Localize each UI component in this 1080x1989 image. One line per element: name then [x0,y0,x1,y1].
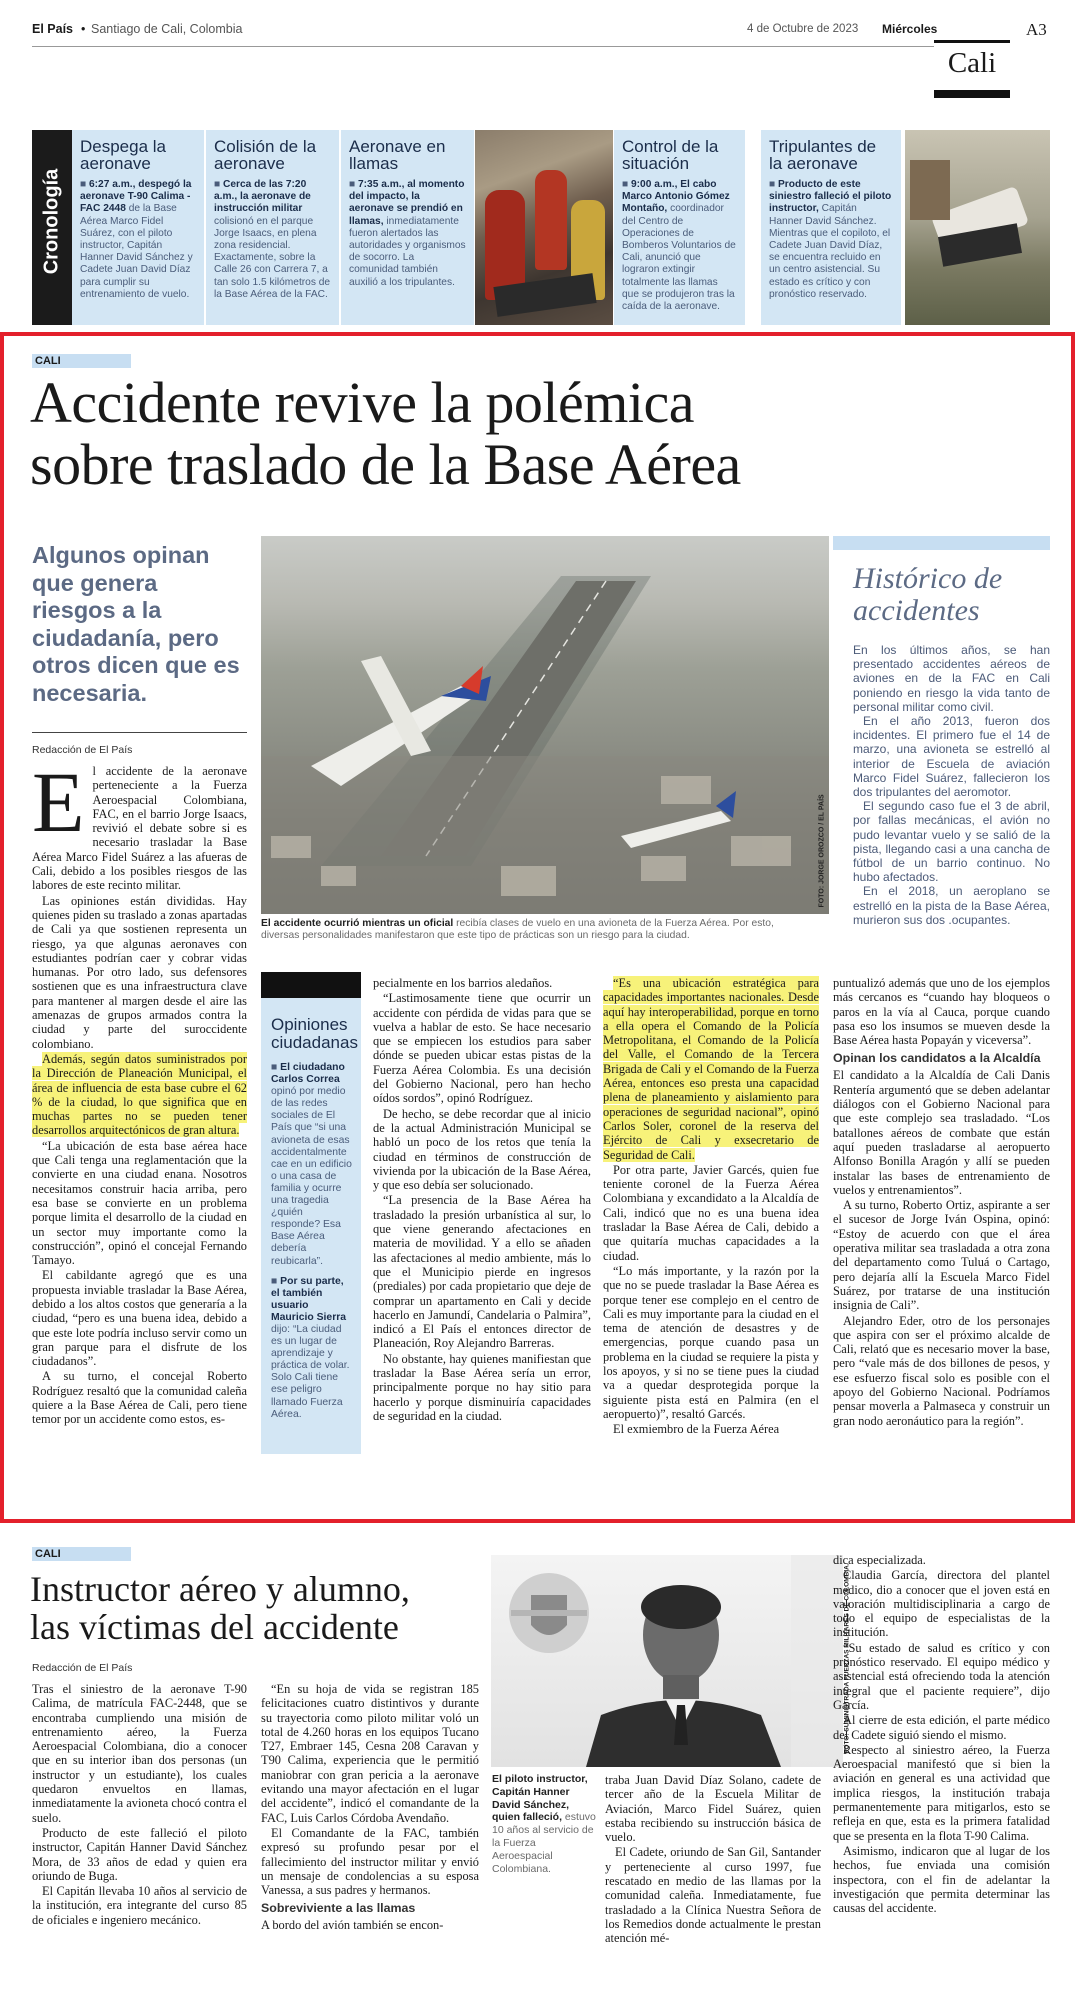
paragraph: Al cierre de esta edición, el parte médico del Cadete siguió siendo el mismo. [833,1713,1050,1742]
opinions-box [261,972,361,1454]
opinion-item [271,1062,353,1268]
headline-line: Accidente revive la polémica [30,370,694,435]
highlighted-text: “Es una ubicación estratégica para capacidades importantes nacionales. Desde aquí hay interoperabilidad, porque en torno a ella opera el Comando de la Policía Metropolitana, el Comando de la Policía del Valle, el Comando de la Tercera Brigada de Cali y el Comando de la Fuerza Aérea, entonces eso presta una capacidad plena de planeamiento y aislamiento para operaciones de seguridad nacional”, opinó Carlos Soler, coronel de la reserva del Ejército de Cali y exsecretario de Seguridad de Cali. [603,976,819,1162]
aerial-photo [261,536,829,914]
wreckage-photo [905,130,1050,325]
subhead: Opinan los candidatos a la Alcaldía [833,1051,1041,1066]
article-column-3 [373,976,591,1424]
section-label: CALI [32,354,131,368]
chronology-body: de la Base Aérea Marco Fidel Suárez, con el piloto instructor, Capitán Hanner David Sánchez y Cadete Juan David Díaz para cumplir su entrenamiento de vuelo. [80,203,193,300]
paragraph [32,1052,247,1138]
caption-body: recibía clases de vuelo en una avioneta de la Fuerza Aérea. Por esto, diversas personalidades manifestaron que este tipo de prácticas son un riesgo para la ciudad. [261,918,774,942]
history-paragraph: En el año 2013, fueron dos incidentes. El primero fue el 14 de marzo, una avioneta se estrelló al interior de Escuela de aviación Marco Fidel Suárez, fallecieron los dos tripulantes del aeromotor. [853,714,1050,800]
paragraph [603,976,819,1162]
opinion-lead: Por su parte, el también usuario Mauricio Sierra [271,1275,347,1323]
paragraph: Las opiniones están divididas. Hay quienes piden su traslado a zonas apartadas de Cali ya que sostienen representa un riesgo, ya que algunas aeronaves con estudiantes podrían caer y cobrar vidas humanas. Por otro lado, sus defensores sostienen que es una infraestructura clave para mantener al margen desde el aire las amenazas de grupos armados contra la ciudad y parte del suroccidente colombiano. [32,893,247,1051]
paragraph: Producto de este falleció el piloto instructor, Capitán Hanner David Sánchez Mora, de 33 años de edad y quien era oriundo de Buga. [32,1825,247,1883]
second-column-5 [833,1553,1050,1916]
photo-credit: FOTO: SUMINISTRADA FUERZAS MILITARES DE COLOMBIA. [843,1563,851,1754]
dropcap: E [32,754,85,850]
chronology-body: coordinador del Centro de Operaciones de Bomberos Voluntarios de Cali, anunció que lograron extingir totalmente las llamas que se produjeron tras la caída de la aeronave. [622,203,736,313]
portrait-caption [492,1773,596,1875]
paragraph: A bordo del avión también se encon- [261,1918,444,1933]
paragraph: El Cadete, oriundo de San Gil, Santander y perteneciente al curso 1997, fue rescatado en medio de las llamas por la comunidad caleña. Inmediatamente, fue trasladado a la Clínica Nuestra Señora de los Remedios donde actualmente le prestan atención mé- [605,1845,821,1946]
chronology-lead: 6:27 a.m., despegó la aeronave T-90 Calima - FAC 2448 [80,179,192,215]
chronology-body: Capitán Hanner David Sánchez. Mientras que el copiloto, el Cadete Juan David Díaz, se encuentra recluido en un centro asistencial. Su estado es crítico y con pronóstico reservado. [769,203,891,300]
masthead [32,22,1052,62]
bullet: ■ [349,179,358,190]
chronology-item [72,130,204,325]
headline-line: Instructor aéreo y alumno, [30,1569,410,1609]
paragraph: Alejandro Eder, otro de los personajes que aspira con ser el próximo alcalde de Cali, relató que es necesario mover la base, pero “vale más de dos billones de pesos, y ese esfuerzo fiscal solo es posible con el apoyo del Gobierno Nacional. Podríamos pensar moverla a Palmaseca y construir un gran nodo aeronáutico para la región”. [833,1313,1050,1428]
chronology-item [761,130,901,325]
chronology-label-bar [32,130,72,325]
paragraph: Tras el siniestro de la aeronave T-90 Calima, de matrícula FAC-2448, que se encontraba cumpliendo una misión de entrenamiento aéreo, la Fuerza Aeroespacial Colombiana, dio a conocer que en su interior iban dos personas (un instructor y un estudiante), los cuales quedaron envueltos en llamas, inmediatamente la avioneta chocó contra el suelo. [32,1682,248,1825]
history-paragraph: En el 2018, un aeroplano se estrelló en la pista de la Base Aérea, murieron sus dos .ocupantes. [853,884,1050,927]
deck: Algunos opinan que genera riesgos a la ciudadanía, pero otros dicen que es necesaria. [32,542,240,706]
photo-caption [261,918,806,943]
chronology-title: Aeronave en llamas [349,137,446,173]
section-tab-label: Cali [947,47,997,79]
paragraph: “En su hoja de vida se registran 185 felicitaciones cuatro distintivos y durante su trayectoria como piloto militar voló un total de 4.260 horas en los equipos Tucano T27, Embraer 145, Cesna 208 Caravan y T90 Calima, experiencia que le permitió maniobrar con gran pericia a la aeronave evitando una mayor afectación en el lugar del accidente”, indicó el comandante de la FAC, Luis Carlos Córdoba Avendaño. [261,1682,479,1825]
article-column-1 [32,754,247,1428]
deck-rule [32,732,247,733]
chronology-title: Despega la aeronave [80,137,167,173]
bullet: ■ [80,179,89,190]
opinions-top-bar [261,972,361,998]
caption-body: estuvo 10 años al servicio de la Fuerza Aeroespacial Colombiana. [492,1811,596,1875]
paragraph: El exmiembro de la Fuerza Aérea [613,1422,780,1437]
subhead: Sobreviviente a las llamas [261,1901,416,1916]
history-body [833,643,1050,927]
chronology-lead: 9:00 a.m., El cabo Marco Antonio Gómez Montaño, [622,179,730,215]
emblem-icon [509,1573,589,1653]
history-paragraph: En los últimos años, se han presentado accidentes aéreos de aviones en de la FAC en Cali poniendo en riesgo la vida tanto de personal militar como civil. [853,643,1050,714]
chronology-item [341,130,474,325]
paragraph: “Su estado de salud es crítico y con pronóstico reservado. El equipo médico y asistencial está ofreciendo toda la atención integral que el paciente requiere”, dijo García. [833,1640,1050,1712]
chronology-title: Tripulantes de la aeronave [769,137,877,173]
bullet: ■ [214,179,223,190]
chronology-title: Colisión de la aeronave [214,137,317,173]
chronology-item [614,130,745,325]
paragraph: l accidente de la aeronave perteneciente a la Fuerza Aeroespacial Colombiana, FAC, en el barrio Jorge Isaacs, revivió el debate sobre si es necesario trasladar la Base Aérea Marco Fidel Suárez a las afueras de Cali, debido a los posibles riesgos de las labores de este recinto militar. [32,764,247,893]
pilot-figure [586,1585,781,1767]
paragraph: Claudia García, directora del plantel médico, dio a conocer que el joven está en valoración multidisciplinaria a cargo de todo el equipo de especialistas de la institución. [833,1568,1050,1640]
article-column-5 [833,976,1050,1429]
paragraph: Asimismo, indicaron que al lugar de los hechos, fue enviada una comisión inspectora, con el fin de adelantar la investigación que permita determinar las causas del accidente. [833,1843,1050,1916]
page-number: A3 [1026,20,1047,39]
chronology-label: Cronología [40,168,63,275]
paragraph: traba Juan David Díaz Solano, cadete de tercer año de la Escuela Militar de Aviación, Marco Fidel Suárez, quien estaba recibiendo su instrucción básica de vuelo. [605,1773,821,1845]
aerial-scene [261,536,829,914]
history-sidebar [833,536,1050,927]
brand: El País [32,22,73,36]
paragraph: “Lastimosamente tiene que ocurrir un accidente con pérdida de vidas para que se vuelva a hablar de esto. Se hace necesario que se empiecen los estudios para saber dónde se pueden ubicar estas pistas de la Fuerza Aérea Colombia. Es una decisión del Gobierno Nacional, pero han hecho oídos sordos”, opinó Rodríguez. [373,991,591,1106]
second-headline [30,1570,490,1646]
byline: Redacción de El País [32,744,133,756]
caption-lead: El accidente ocurrió mientras un oficial [261,918,454,929]
chronology-body: inmediatamente fueron alertados las autoridades y organismos de socorro. La comunidad también auxilió a los tripulantes. [349,215,466,288]
second-column-2 [261,1682,479,1934]
paragraph: dica especializada. [833,1553,926,1567]
chronology-body: colisionó en el parque Jorge Isaacs, en plena zona residencial. Exactamente, sobre la Calle 26 con Carrera 7, a tan solo 1.5 kilómetros de la Base Aérea de la FAC. [214,215,331,300]
chronology-lead: Producto de este siniestro falleció el piloto instructor, [769,179,892,215]
paragraph: Por otra parte, Javier Garcés, quien fue teniente coronel de la Fuerza Aérea Colombiana y excandidato a la Alcaldía de Cali, indicó que no es una buena idea trasladar la Base Aérea de Cali, debido a que quitaría muchas capacidades a la ciudad. [603,1162,819,1263]
opinion-lead: El ciudadano Carlos Correa [271,1062,345,1086]
paragraph: El Capitán llevaba 10 años al servicio de la institución, era integrante del curso 85 de oficiales e ingeniero mecánico. [32,1884,247,1927]
masthead-weekday: Miércoles [882,22,938,36]
portrait-scene [491,1555,843,1767]
opinion-body: dijo: “La ciudad es un lugar de aprendizaje y práctica de volar. Solo Cali tiene ese peligro llamado Fuerza Aérea. [271,1323,350,1420]
headline-line: las víctimas del accidente [30,1607,399,1647]
paragraph: El cabildante agregó que es una propuesta inviable trasladar la Base Aérea, debido a los altos costos que generaría a la ciudad, “pero es una buena idea, debido a que este lote podría incluso servir como un gran parque para el disfrute de los ciudadanos”. [32,1268,247,1369]
history-tab [833,536,1050,550]
headline-line: sobre traslado de la Base Aérea [30,432,741,497]
paragraph: puntualizó además que uno de los ejemplos más cercanos es “cuando hay bloqueos o paros en la vía al Cauca, porque cuando pasa eso los insumos se mueven desde la Base Aérea hasta Popayán y viceversa”. [833,976,1050,1048]
section-tab [934,40,1010,98]
paragraph: Respecto al siniestro aéreo, la Fuerza Aeroespacial manifestó que si bien la aviación en general es una actividad que implica riesgos, la institución trabaja permanentemente para mitigarlos, esto se refleja en que, esta es la primera fatalidad que se presenta en la flota T-90 Calima. [833,1742,1050,1843]
second-column-4 [605,1773,821,1947]
bullet: ■ [271,1275,281,1287]
article-column-4 [603,976,819,1438]
chronology-lead: Cerca de las 7:20 a.m., la aeronave de instrucción militar [214,179,311,215]
photo-credit: FOTO: JORGE OROZCO / EL PAÍS [818,794,826,908]
byline: Redacción de El País [32,1662,133,1674]
masthead-location: Santiago de Cali, Colombia [91,22,243,36]
opinion-item [271,1276,353,1421]
paragraph: A su turno, Roberto Ortiz, aspirante a ser el sucesor de Jorge Iván Ospina, opinó: “Estoy de acuerdo con que el área operativa militar sea trasladada a otra zona del departamento como Tuluá o Cartago, pero dejaría allí la Escuela Marco Fidel Suárez, por tratarse de una institución insignia de Cali”. [833,1198,1050,1313]
chronology-item [206,130,339,325]
paragraph: A su turno, el concejal Roberto Rodríguez resaltó que la comunidad caleña quiere a la Base Aérea de Cali, pero tiene temor por un accidente como estos, es- [32,1369,247,1427]
pilot-portrait [491,1555,851,1767]
history-paragraph: El segundo caso fue el 3 de abril, por fallas mecánicas, el avión no pudo levantar vuelo y se salió de la pista, llegando casi a una cancha de fútbol de un barrio continuo. No hubo afectados. [853,799,1050,885]
caption-lead: El piloto instructor, Capitán Hanner David Sánchez, quien falleció, [492,1773,588,1824]
masthead-date: 4 de Octubre de 2023 [747,23,859,35]
chronology-title: Control de la situación [622,137,719,173]
bullet: ■ [769,179,778,190]
paragraph: No obstante, hay quienes manifiestan que trasladar la Base Aérea sería un error, principalmente porque no hay sitio para hacerlo y porque disminuiría capacidades de seguridad en la ciudad. [373,1351,591,1423]
fire-rescue-photo [475,130,613,325]
second-column-1 [32,1682,247,1928]
bullet: ■ [622,179,631,190]
paragraph: De hecho, se debe recordar que al inicio de la actual Administración Municipal se habló un poco de los retos que tenía la ciudad en términos de construcción de vivienda por la ubicación de la Base Aérea, y que eso debía ser solucionado. [373,1106,591,1193]
paragraph: “La presencia de la Base Aérea ha trasladado la presión urbanística al sur, lo que viene generando afectaciones en materia de movilidad. Y a ello se añaden las afectaciones al medio ambiente, más lo que el Municipio pierde en ingresos (prediales) por cada propietario que deje de comprar un apartamento en Cali y decide hacerlo en Jamundí, Candelaria o Palmira”, indicó a El País el entonces director de Planeación, Roy Alejandro Barreras. [373,1193,591,1351]
bullet: ■ [271,1062,281,1073]
paragraph: pecialmente en los barrios aledaños. [373,976,553,990]
opinion-body: opinó por medio de las redes sociales de El País que “si una avioneta de esas accidentalmente cae en un edificio o una casa de familia y ocurre una tragedia ¿quién responde? Esa Base Aérea debería reubicarla”. [271,1086,352,1267]
section-label: CALI [32,1547,131,1561]
history-title: Histórico de accidentes [853,562,1003,627]
highlighted-text: Además, según datos suministrados por la Dirección de Planeación Municipal, el área de influencia de esta base cubre el 62 % de la ciudad, lo que significa que en muchas partes no se pueden tener desarrollos arquitectónicos de gran altura. [32,1051,247,1138]
paragraph: El Comandante de la FAC, también expresó su profundo pesar por el fallecimiento del instructor militar y envió un mensaje de condolencias a su esposa Vanessa, a sus padres y hermanos. [261,1825,479,1898]
headline [30,372,1050,496]
paragraph: El candidato a la Alcaldía de Cali Danis Rentería argumentó que se deben adelantar diálogos con el Gobierno Nacional para que este complejo sea trasladado. “Los batallones aéreos de combate que están aquí pueden trasladarse al aeropuerto Alfonso Bonilla Aragón y allí se pueden instalar las bases de entrenamiento de vuelos y entrenamientos”. [833,1068,1050,1197]
paragraph: “Lo más importante, y la razón por la que no se puede trasladar la Base Aérea es porque tener ese complejo en el centro de Cali es muy importante para la ciudad en el tema de atención de desastres y de emergencias, porque cuando pasa un problema en la ciudad se requiere la pista y los apoyos, y si no se tiene pues la ciudad va a quedar desprotegida porque la siguiente pista está en Palmira (en el aeropuerto)”, resaltó Garcés. [603,1263,819,1421]
chronology-lead: 7:35 a.m., al momento del impacto, la aeronave se prendió en llamas, [349,179,465,227]
paragraph: “La ubicación de esta base aérea hace que Cali tenga una reglamentación que la convierte en una ciudad enana. Nosotros necesitamos construir hacia arriba, pero esa base se convierte en un problema porque limita el desarrollo de la ciudad en un sector muy importante como la construcción”, opinó el concejal Fernando Tamayo. [32,1138,247,1268]
opinions-title: Opiniones ciudadanas [271,1015,358,1052]
brand-separator: • [81,22,86,36]
masthead-rule [32,46,934,47]
